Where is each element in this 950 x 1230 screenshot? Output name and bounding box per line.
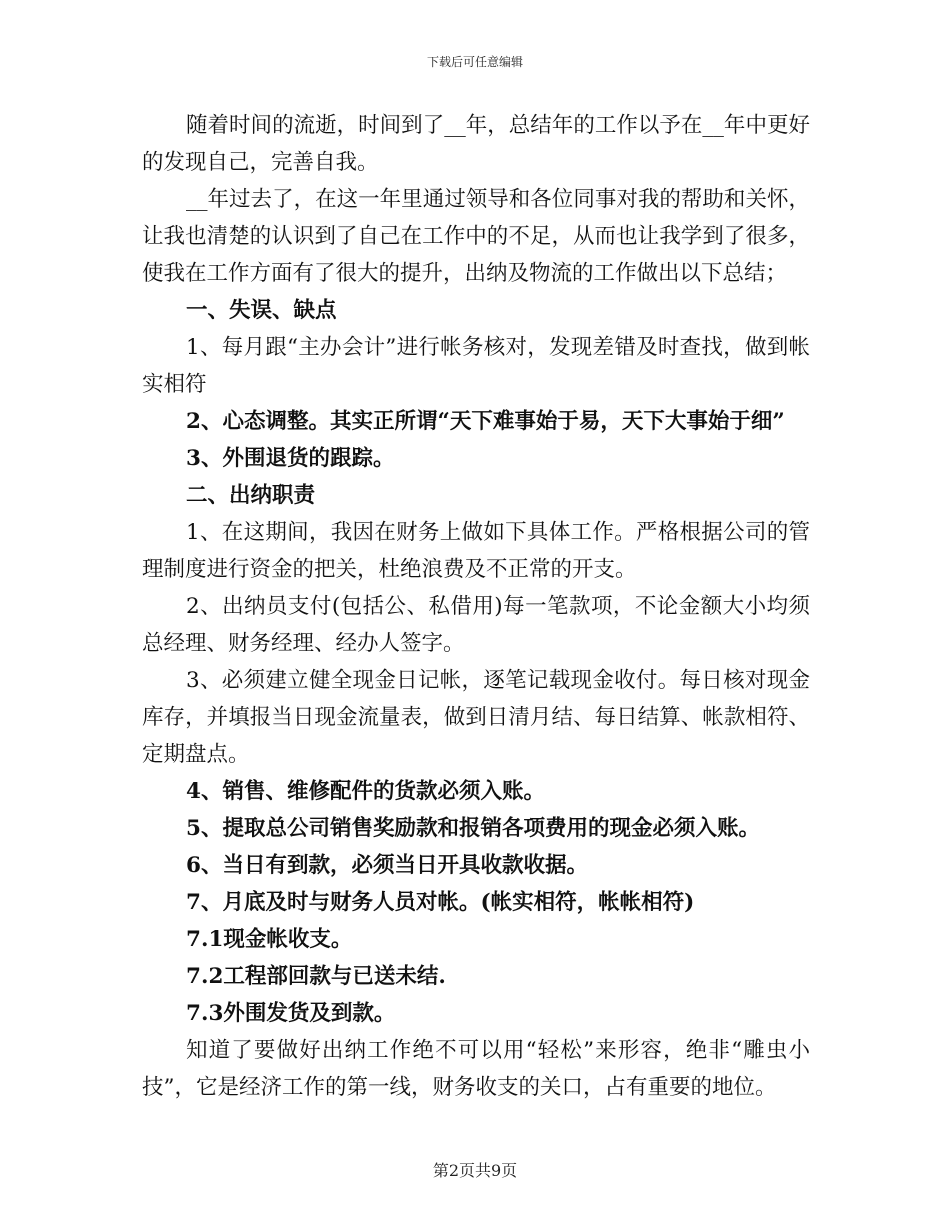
sub-list-item: 7.1现金帐收支。 [186, 927, 353, 952]
paragraph: 1、每月跟“主办会计”进行帐务核对，发现差错及时查找，做到帐实相符 [142, 335, 810, 397]
page-header: 下载后可任意编辑 [426, 55, 523, 69]
list-item: 3、外围退货的跟踪。 [186, 446, 395, 471]
document-body [142, 107, 810, 1106]
list-item: 7、月底及时与财务人员对帐。(帐实相符，帐帐相符) [186, 890, 695, 915]
list-item: 6、当日有到款，必须当日开具收款收据。 [186, 853, 588, 878]
paragraph: 知道了要做好出纳工作绝不可以用“轻松”来形容，绝非“雕虫小技”，它是经济工作的第一线，财务收支的关口，占有重要的地位。 [142, 1038, 810, 1100]
list-item: 2、心态调整。其实正所谓“天下难事始于易，天下大事始于细” [186, 409, 785, 434]
paragraph: 随着时间的流逝，时间到了__年，总结年的工作以予在__年中更好的发现自己，完善自我。 [142, 113, 810, 175]
sub-list-item: 7.3外围发货及到款。 [186, 1001, 396, 1026]
list-item: 4、销售、维修配件的货款必须入账。 [186, 779, 545, 804]
section-heading: 一、失误、缺点 [186, 298, 337, 323]
paragraph: 3、必须建立健全现金日记帐，逐笔记载现金收付。每日核对现金库存，并填报当日现金流量表，做到日清月结、每日结算、帐款相符、定期盘点。 [142, 668, 810, 767]
paragraph: 2、出纳员支付(包括公、私借用)每一笔款项，不论金额大小均须总经理、财务经理、经办人签字。 [142, 594, 810, 656]
paragraph: 1、在这期间，我因在财务上做如下具体工作。严格根据公司的管理制度进行资金的把关，杜绝浪费及不正常的开支。 [142, 520, 810, 582]
list-item: 5、提取总公司销售奖励款和报销各项费用的现金必须入账。 [186, 816, 760, 841]
section-heading: 二、出纳职责 [186, 483, 316, 508]
sub-list-item: 7.2工程部回款与已送未结. [186, 964, 446, 989]
page-number: 第2页共9页 [432, 1161, 518, 1180]
paragraph: __年过去了，在这一年里通过领导和各位同事对我的帮助和关怀，让我也清楚的认识到了自己在工作中的不足，从而也让我学到了很多，使我在工作方面有了很大的提升，出纳及物流的工作做出以下总结； [142, 187, 810, 286]
